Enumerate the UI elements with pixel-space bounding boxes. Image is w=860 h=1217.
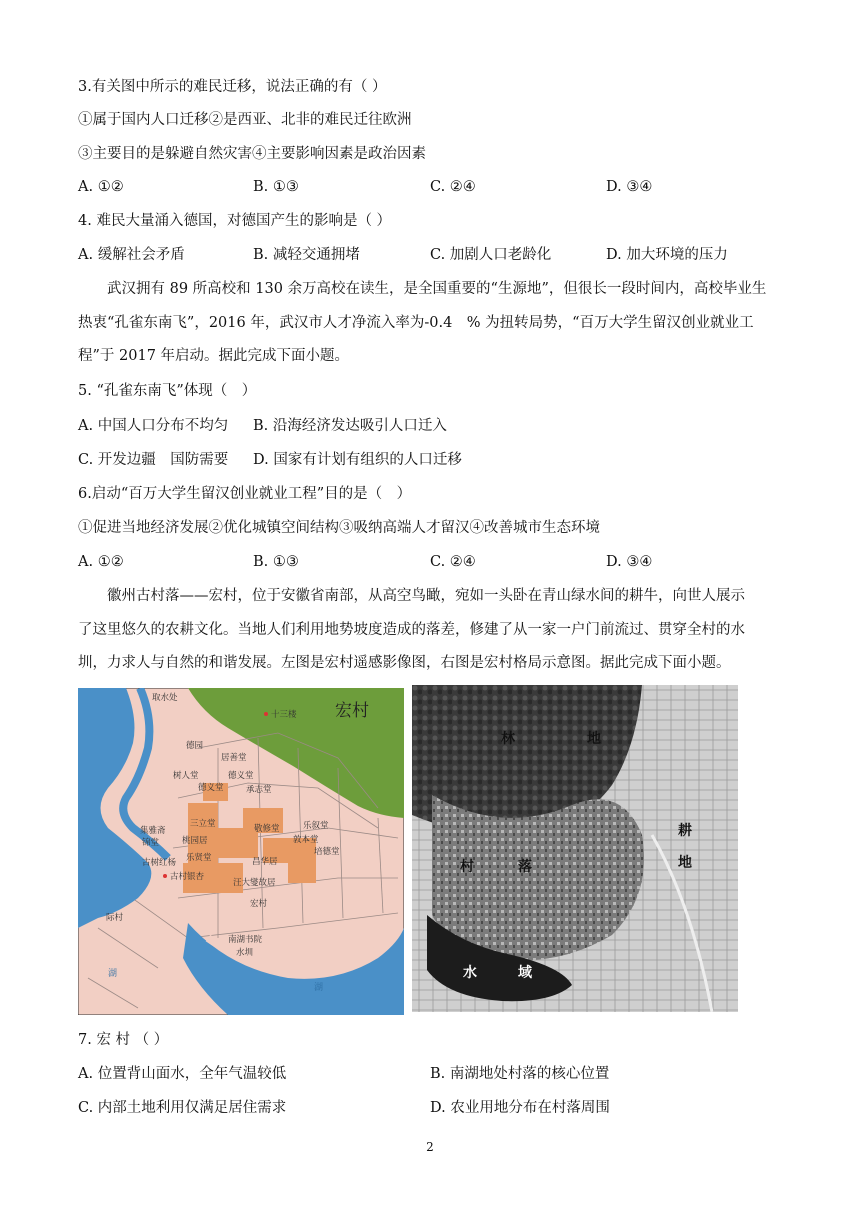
passage-hongcun-line-3: 圳，力求人与自然的和谐发展。左图是宏村遥感影像图，右图是宏村格局示意图。据此完成下面小题。 — [78, 655, 731, 671]
map-label-wang-daxie-residence: 汪大燮故居 — [233, 878, 276, 888]
q6-stem: 6.启动“百万大学生留汉创业就业工程”目的是（ ） — [78, 486, 412, 502]
map-label-changhuaju: 昌华居 — [252, 857, 278, 867]
map-label-peidetang: 培德堂 — [314, 847, 340, 857]
q4-option-d[interactable]: D. 加大环境的压力 — [606, 247, 728, 263]
q4-stem: 4. 难民大量涌入德国，对德国产生的影响是（ ） — [78, 213, 392, 229]
map-label-deyuan: 德园 — [186, 741, 204, 751]
q5-stem: 5. “孔雀东南飞”体现（ ） — [78, 383, 257, 399]
q4-option-a[interactable]: A. 缓解社会矛盾 — [78, 247, 185, 263]
q7-stem: 7. 宏 村 （ ） — [78, 1032, 169, 1048]
q3-option-b[interactable]: B. ①③ — [253, 179, 299, 195]
map-label-shuizhen: 水圳 — [236, 948, 254, 958]
hongcun-remote-sensing-image — [412, 685, 738, 1012]
q5-option-b[interactable]: B. 沿海经济发达吸引人口迁入 — [253, 418, 447, 434]
map-label-lexiantang: 乐贤堂 — [186, 853, 212, 863]
passage-hongcun-line-1: 徽州古村落——宏村，位于安徽省南部，从高空鸟瞰，宛如一头卧在青山绿水间的耕牛，向世人展示 — [107, 588, 745, 604]
map-label-gushuhongyang: 古树红杨 — [142, 858, 177, 868]
q7-option-b[interactable]: B. 南湖地处村落的核心位置 — [430, 1066, 610, 1082]
map-label-shurentang: 树人堂 — [173, 771, 199, 781]
map-ginkgo-marker-icon — [163, 874, 167, 878]
q3-option-c[interactable]: C. ②④ — [430, 179, 476, 195]
map-label-taoyuanju: 桃园居 — [182, 836, 208, 846]
q5-option-c[interactable]: C. 开发边疆 国防需要 — [78, 452, 229, 468]
map-label-jiyazhai: 集雅斋 — [140, 826, 166, 836]
photo-label-cun: 村 — [460, 859, 474, 875]
photo-label-luo: 落 — [518, 859, 532, 875]
map-label-dunbentang: 敦本堂 — [293, 835, 319, 845]
map-label-jushantang: 居善堂 — [221, 753, 247, 763]
map-label-jintang: 锦堂 — [142, 838, 160, 848]
map-marker-icon — [264, 712, 268, 716]
map-label-shisanlou: 十三楼 — [271, 710, 297, 720]
q6-option-a[interactable]: A. ①② — [78, 554, 124, 570]
passage-hongcun — [78, 580, 784, 681]
photo-label-shui: 水 — [463, 965, 477, 981]
map-label-hongcun: 宏村 — [250, 899, 268, 909]
photo-label-geng: 耕 — [678, 823, 692, 839]
page-number: 2 — [426, 1140, 434, 1154]
q7-option-d[interactable]: D. 农业用地分布在村落周围 — [430, 1100, 610, 1116]
map-label-deyitang: 德义堂 — [198, 783, 224, 793]
passage-wuhan-line-2: 热衷“孔雀东南飞”，2016 年，武汉市人才净流入率为-0.4 % 为扭转局势，“百万大学生留汉创业就业工 — [78, 314, 754, 331]
q7-option-a[interactable]: A. 位置背山面水，全年气温较低 — [78, 1066, 287, 1082]
q3-stem: 3.有关图中所示的难民迁移，说法正确的有（ ） — [78, 79, 387, 95]
photo-label-lin: 林 — [501, 731, 515, 747]
passage-wuhan-line-1: 武汉拥有 89 所高校和 130 余万高校在读生，是全国重要的“生源地”，但很长一段时间内，高校毕业生 — [107, 281, 767, 297]
q4-option-c[interactable]: C. 加剧人口老龄化 — [430, 247, 552, 263]
map-label-chengzhitang: 承志堂 — [246, 785, 272, 795]
map-title: 宏村 — [335, 701, 369, 721]
photo-label-di-1: 地 — [587, 731, 601, 747]
map-label-gucunyinxing: 古村银杏 — [170, 872, 205, 882]
q7-option-c[interactable]: C. 内部土地利用仅满足居住需求 — [78, 1100, 287, 1116]
map-label-jicun: 际村 — [106, 913, 124, 923]
map-label-sanlitang: 三立堂 — [190, 819, 216, 829]
q6-option-b[interactable]: B. ①③ — [253, 554, 299, 570]
photo-label-di-2: 地 — [678, 855, 692, 871]
map-label-lexutang: 乐叙堂 — [303, 821, 329, 831]
q5-option-a[interactable]: A. 中国人口分布不均匀 — [78, 418, 229, 434]
q3-option-d[interactable]: D. ③④ — [606, 179, 653, 195]
q6-statements: ①促进当地经济发展②优化城镇空间结构③吸纳高端人才留汉④改善城市生态环境 — [78, 520, 600, 536]
passage-wuhan — [78, 273, 784, 374]
q3-statements-1: ①属于国内人口迁移②是西亚、北非的难民迁往欧洲 — [78, 112, 412, 128]
map-label-deyitang-2: 德义堂 — [228, 771, 254, 781]
passage-hongcun-line-2: 了这里悠久的农耕文化。当地人们利用地势坡度造成的落差，修建了从一家一户门前流过、贯穿全村的水 — [78, 621, 745, 638]
hongcun-layout-map — [78, 688, 404, 1015]
q3-option-a[interactable]: A. ①② — [78, 179, 124, 195]
map-label-jingxiutang: 敬修堂 — [254, 824, 280, 834]
map-label-lake-2: 湖 — [314, 983, 324, 993]
map-label-nanhu-academy: 南湖书院 — [228, 935, 263, 945]
q6-option-d[interactable]: D. ③④ — [606, 554, 653, 570]
q3-statements-2: ③主要目的是躲避自然灾害④主要影响因素是政治因素 — [78, 146, 426, 162]
photo-label-yu: 域 — [518, 965, 532, 981]
passage-wuhan-line-3: 程”于 2017 年启动。据此完成下面小题。 — [78, 348, 350, 364]
map-label-lake-1: 湖 — [108, 969, 118, 979]
q4-option-b[interactable]: B. 减轻交通拥堵 — [253, 247, 360, 263]
q6-option-c[interactable]: C. ②④ — [430, 554, 476, 570]
map-label-water-intake: 取水处 — [152, 693, 178, 703]
q5-option-d[interactable]: D. 国家有计划有组织的人口迁移 — [253, 452, 462, 468]
